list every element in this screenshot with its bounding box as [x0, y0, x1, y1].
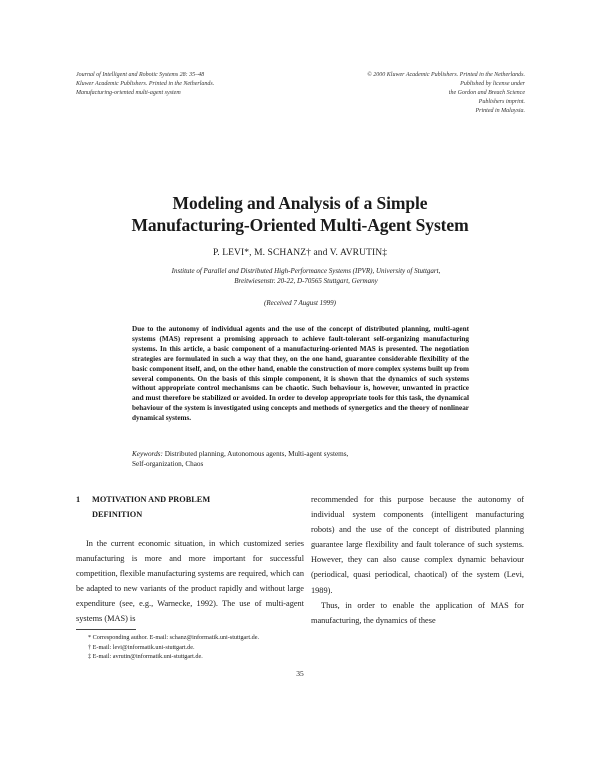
header-right-line: Published by license under	[460, 81, 525, 87]
body-paragraph: recommended for this purpose because the autonomy of individual system components (intelligent manufacturing robots) and the use of the concept of distributed planning guarantee large flexibility and fault tolerance of such systems. However, they can also cause complex dynamic behaviour (periodical, quasi periodical, chaotical) of the system (Levi, 1989).	[311, 495, 524, 595]
body-paragraph: In the current economic situation, in which customized series manufacturing is more and more important for successful competition, flexible manufacturing systems are required, which can be adapted to new variants of the product rapidly and without large expenditure (see, e.g., Warnecke, 1992). The use of multi-agent systems (MAS) is	[76, 539, 304, 624]
keywords-line-2: Self-organization, Chaos	[132, 459, 204, 468]
section-title-line-2: DEFINITION	[92, 510, 143, 519]
abstract: Due to the autonomy of individual agents and the use of the concept of distributed planning, multi-agent systems (MAS) represent a promising approach to achieve fault-tolerant self-organizing manufacturing systems. In this article, a basic component of a manufacturing-oriented MAS is presented. The negotiation strategies are formulated in such a way that they, on the one hand, guarantee considerable flexibility of the basic component itself, and, on the other hand, enable the construction of more complex systems built up from several components. On the basis of this simple component, it is shown that the dynamics of such systems without appropriate control mechanisms can be chaotic. Such behaviour is, however, unwanted in practice and must therefore be stabilized or avoided. In order to develop appropriate tools for this task, the dynamical behaviour of the system is investigated using concepts and methods of synergetics and the theory of nonlinear dynamical systems.	[132, 325, 470, 423]
header-right-line: the Gordon and Breach Science	[448, 90, 525, 96]
affiliation	[136, 266, 476, 286]
title-line-1: Modeling and Analysis of a Simple	[172, 193, 428, 213]
footnote: † E-mail: levi@informatik.uni-stuttgart.de.	[88, 643, 195, 651]
running-header-left	[76, 71, 316, 98]
section-heading	[76, 492, 304, 522]
author-list: P. LEVI*, M. SCHANZ† and V. AVRUTIN‡	[212, 248, 388, 258]
header-left-line: Kluwer Academic Publishers. Printed in the Netherlands.	[76, 81, 215, 87]
keywords-label: Keywords:	[132, 450, 163, 458]
header-right-line: Printed in Malaysia.	[475, 108, 525, 114]
body-paragraph: Thus, in order to enable the application of MAS for manufacturing, the dynamics of these	[311, 600, 524, 625]
keywords-line-1: Distributed planning, Autonomous agents, Multi-agent systems,	[164, 450, 349, 458]
page-number: 35	[296, 669, 304, 678]
affiliation-line-1: Institute of Parallel and Distributed High-Performance Systems (IPVR), University of Stuttgart,	[171, 267, 441, 275]
section-number: 1	[76, 495, 81, 504]
running-header-right	[325, 71, 525, 116]
footnotes	[88, 633, 428, 662]
header-left-line: Journal of Intelligent and Robotic Systems 28: 35–48	[76, 72, 205, 78]
section-title-line-1: MOTIVATION AND PROBLEM	[92, 495, 211, 504]
footnote: ‡ E-mail: avrutin@informatik.uni-stuttgart.de.	[88, 653, 203, 660]
left-column-paragraph	[76, 536, 304, 627]
header-right-line: © 2000 Kluwer Academic Publishers. Printed in the Netherlands.	[367, 72, 525, 78]
keywords	[132, 450, 469, 469]
title-line-2: Manufacturing-Oriented Multi-Agent System	[131, 215, 469, 235]
affiliation-line-2: Breitwiesenstr. 20-22, D-70565 Stuttgart, Germany	[234, 277, 378, 285]
paper-title	[0, 192, 600, 236]
header-right-line: Publishers imprint.	[478, 99, 525, 105]
right-column	[311, 492, 524, 628]
footnote: * Corresponding author. E-mail: schanz@informatik.uni-stuttgart.de.	[88, 634, 260, 641]
footnote-divider	[76, 629, 136, 630]
header-left-line: Manufacturing-oriented multi-agent system	[76, 90, 181, 96]
received-date: (Received 7 August 1999)	[264, 299, 336, 307]
